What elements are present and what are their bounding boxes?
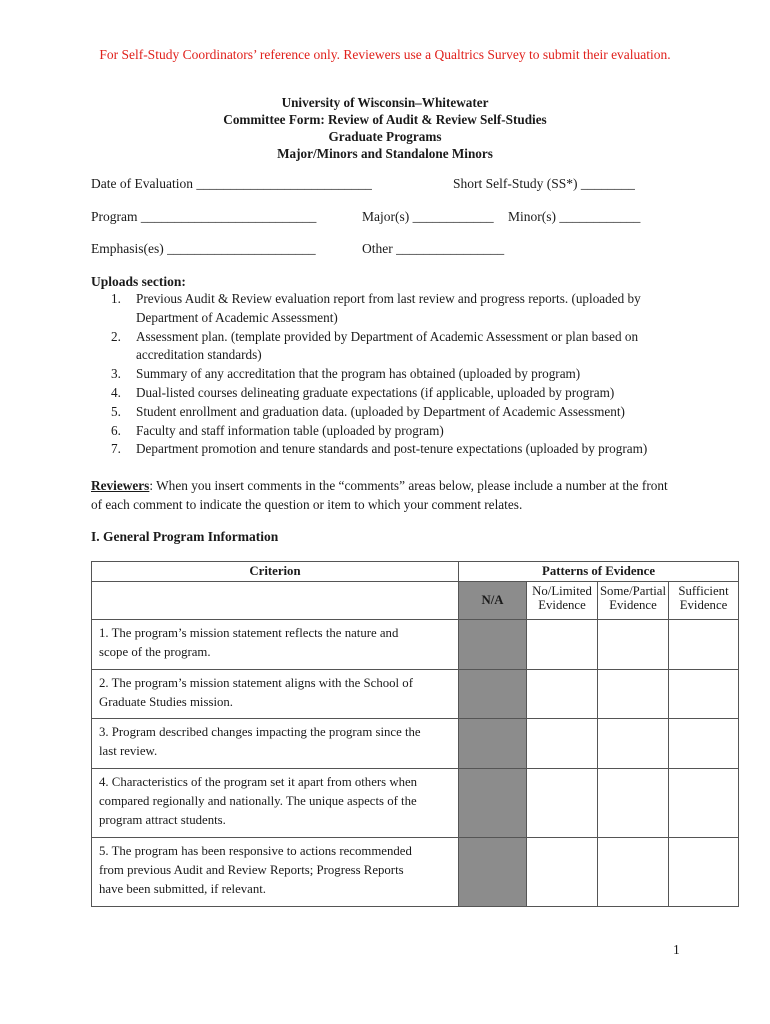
- some-partial-evidence-cell[interactable]: [598, 669, 669, 719]
- section-title-general-program: I. General Program Information: [91, 529, 279, 544]
- majors-field[interactable]: Major(s) ____________: [362, 209, 494, 224]
- table-row: [92, 768, 739, 837]
- sufficient-evidence-cell[interactable]: [669, 837, 739, 906]
- na-cell[interactable]: [459, 837, 527, 906]
- no-limited-evidence-cell[interactable]: [527, 837, 598, 906]
- some-partial-evidence-cell[interactable]: [598, 620, 669, 670]
- sufficient-evidence-cell[interactable]: [669, 620, 739, 670]
- reviewers-label: Reviewers: [91, 478, 150, 493]
- table-subheader-row: [92, 582, 739, 620]
- table-row: [92, 719, 739, 769]
- university-name: University of Wisconsin–Whitewater: [281, 95, 489, 110]
- list-item: 2. Assessment plan. (template provided by Department of Academic Assessment or plan based on accreditation standards): [111, 328, 639, 363]
- reviewers-instructions: [91, 477, 681, 514]
- sufficient-evidence-cell[interactable]: [669, 669, 739, 719]
- list-item: 6. Faculty and staff information table (uploaded by program): [111, 422, 444, 438]
- criterion-cell: 5. The program has been responsive to actions recommended from previous Audit and Review Reports; Progress Reports have been submitted, if relevant.: [92, 837, 459, 906]
- uploads-section-title: Uploads section:: [91, 274, 186, 289]
- uploads-list: [91, 290, 691, 459]
- reviewers-text: : When you insert comments in the “comments” areas below, please include a number at the front of each comment to indicate the question or item to which your comment relates.: [91, 478, 668, 512]
- evaluation-table: [91, 561, 739, 907]
- form-subtitle-programs: Graduate Programs: [328, 129, 442, 144]
- na-cell[interactable]: [459, 620, 527, 670]
- some-partial-evidence-cell[interactable]: [598, 719, 669, 769]
- form-heading: [0, 94, 770, 162]
- patterns-of-evidence-header: Patterns of Evidence: [459, 562, 739, 582]
- table-row: [92, 620, 739, 670]
- table-row: [92, 837, 739, 906]
- na-cell[interactable]: [459, 768, 527, 837]
- no-limited-evidence-cell[interactable]: [527, 768, 598, 837]
- some-partial-evidence-cell[interactable]: [598, 837, 669, 906]
- emphasis-field[interactable]: Emphasis(es) ______________________: [91, 241, 316, 256]
- some-partial-evidence-header: Some/Partial Evidence: [598, 582, 669, 620]
- short-self-study-field[interactable]: Short Self-Study (SS*) ________: [453, 176, 635, 191]
- date-of-evaluation-field[interactable]: Date of Evaluation __________________________: [91, 176, 372, 191]
- program-field[interactable]: Program __________________________: [91, 209, 317, 224]
- na-cell[interactable]: [459, 669, 527, 719]
- some-partial-evidence-cell[interactable]: [598, 768, 669, 837]
- list-item: 3. Summary of any accreditation that the program has obtained (uploaded by program): [111, 366, 581, 382]
- sufficient-evidence-header: Sufficient Evidence: [669, 582, 739, 620]
- criterion-cell: 4. Characteristics of the program set it apart from others when compared regionally and nationally. The unique aspects of the program attract students.: [92, 768, 459, 837]
- no-limited-evidence-header: No/Limited Evidence: [527, 582, 598, 620]
- form-subtitle-majors: Major/Minors and Standalone Minors: [277, 146, 493, 161]
- list-item: 4. Dual-listed courses delineating graduate expectations (if applicable, uploaded by program): [111, 384, 615, 400]
- no-limited-evidence-cell[interactable]: [527, 620, 598, 670]
- sufficient-evidence-cell[interactable]: [669, 768, 739, 837]
- no-limited-evidence-cell[interactable]: [527, 719, 598, 769]
- form-title: Committee Form: Review of Audit & Review Self-Studies: [223, 112, 547, 127]
- criterion-cell: 3. Program described changes impacting the program since the last review.: [92, 719, 459, 769]
- criterion-cell: 2. The program’s mission statement aligns with the School of Graduate Studies mission.: [92, 669, 459, 719]
- other-field[interactable]: Other ________________: [362, 241, 505, 256]
- list-item: 7. Department promotion and tenure standards and post-tenure expectations (uploaded by program): [111, 441, 648, 457]
- minors-field[interactable]: Minor(s) ____________: [508, 209, 641, 224]
- na-header: N/A: [459, 582, 527, 620]
- criterion-subheader-blank: [92, 582, 459, 620]
- list-item: 1. Previous Audit & Review evaluation report from last review and progress reports. (uploaded by Department of Academic Assessment): [111, 291, 641, 325]
- list-item: 5. Student enrollment and graduation data. (uploaded by Department of Academic Assessment): [111, 403, 625, 419]
- table-header-row: [92, 562, 739, 582]
- page-number: 1: [673, 942, 680, 957]
- reference-notice: For Self-Study Coordinators’ reference only. Reviewers use a Qualtrics Survey to submit their evaluation.: [99, 47, 671, 62]
- na-cell[interactable]: [459, 719, 527, 769]
- no-limited-evidence-cell[interactable]: [527, 669, 598, 719]
- criterion-cell: 1. The program’s mission statement reflects the nature and scope of the program.: [92, 620, 459, 670]
- sufficient-evidence-cell[interactable]: [669, 719, 739, 769]
- table-row: [92, 669, 739, 719]
- criterion-header: Criterion: [92, 562, 459, 582]
